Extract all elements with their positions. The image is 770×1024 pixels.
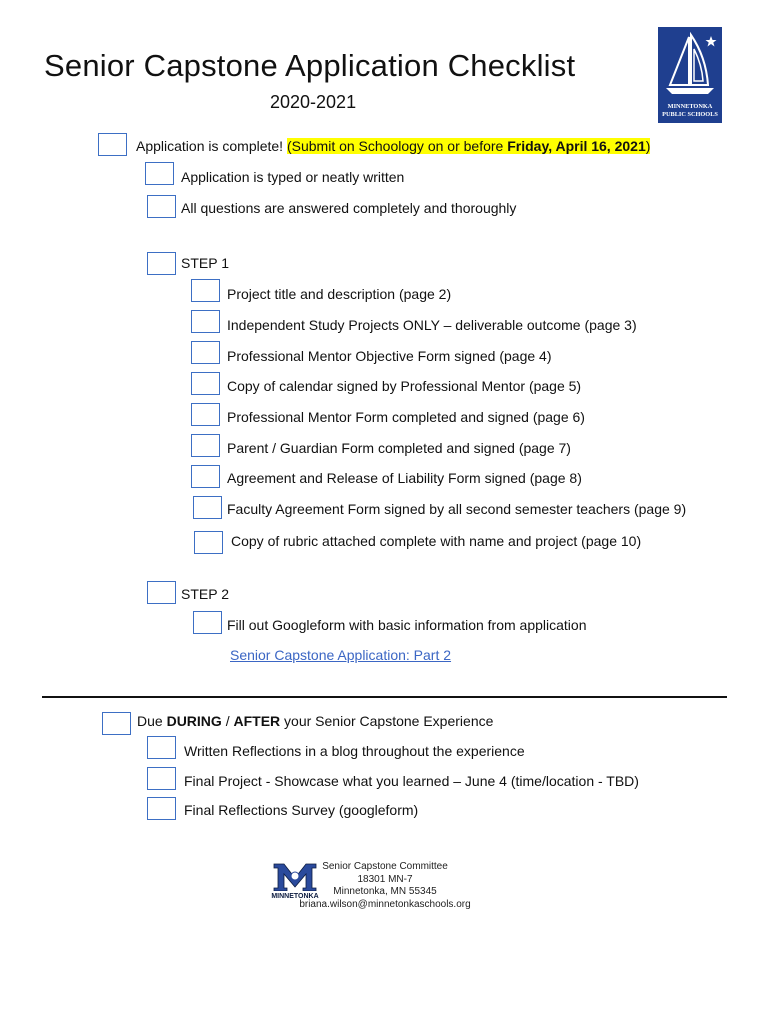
- list-item: Project title and description (page 2): [227, 286, 452, 302]
- checkbox-step2[interactable]: [147, 581, 176, 604]
- checkbox-step1-item[interactable]: [193, 496, 222, 519]
- application-part2-link[interactable]: Senior Capstone Application: Part 2: [230, 647, 452, 663]
- checkbox-step1-item[interactable]: [191, 341, 220, 364]
- section-divider: [42, 696, 727, 698]
- committee-name: Senior Capstone Committee: [322, 861, 448, 872]
- list-item: All questions are answered completely and thoroughly: [181, 200, 517, 216]
- contact-email[interactable]: briana.wilson@minnetonkaschools.org: [299, 898, 471, 910]
- checkbox-step1-item[interactable]: [191, 434, 220, 457]
- checkbox-typed[interactable]: [145, 162, 174, 185]
- list-item: Professional Mentor Form completed and signed (page 6): [227, 409, 585, 425]
- city-state-zip: Minnetonka, MN 55345: [333, 886, 437, 897]
- checkbox-step1-item[interactable]: [191, 372, 220, 395]
- checkbox-during-after[interactable]: [102, 712, 131, 735]
- list-item: Final Project - Showcase what you learned – June 4 (time/location - TBD): [184, 773, 639, 789]
- checkbox-during-item[interactable]: [147, 767, 176, 790]
- school-year: 2020-2021: [270, 92, 357, 112]
- sailboat-icon: [658, 27, 722, 99]
- during-after-heading: Due DURING / AFTER your Senior Capstone Experience: [137, 713, 494, 729]
- footer-address: [290, 861, 480, 911]
- list-item: Final Reflections Survey (googleform): [184, 802, 419, 818]
- logo-text: MINNETONKA PUBLIC SCHOOLS: [662, 103, 718, 118]
- step1-label: STEP 1: [181, 255, 229, 271]
- checkbox-during-item[interactable]: [147, 736, 176, 759]
- list-item: Copy of rubric attached complete with name and project (page 10): [231, 533, 642, 549]
- deadline-highlight: (Submit on Schoology on or before Friday, April 16, 2021): [286, 138, 651, 154]
- svg-text:MINNETONKA: MINNETONKA: [271, 893, 319, 900]
- street-address: 18301 MN-7: [357, 873, 413, 885]
- list-item: Written Reflections in a blog throughout the experience: [184, 743, 525, 759]
- step2-label: STEP 2: [181, 586, 229, 602]
- page-title: Senior Capstone Application Checklist: [44, 48, 576, 83]
- list-item: Parent / Guardian Form completed and signed (page 7): [227, 440, 571, 456]
- list-item: Application is typed or neatly written: [181, 169, 405, 185]
- list-item: Faculty Agreement Form signed by all second semester teachers (page 9): [227, 501, 687, 517]
- checkbox-step1-item[interactable]: [191, 279, 220, 302]
- checkbox-application-complete[interactable]: [98, 133, 127, 156]
- list-item: Professional Mentor Objective Form signed (page 4): [227, 348, 552, 364]
- application-complete-label: Application is complete! (Submit on Schoology on or before Friday, April 16, 2021): [136, 138, 651, 154]
- list-item: Independent Study Projects ONLY – deliverable outcome (page 3): [227, 317, 637, 333]
- checkbox-questions-answered[interactable]: [147, 195, 176, 218]
- checkbox-step2-item[interactable]: [193, 611, 222, 634]
- list-item: Fill out Googleform with basic information from application: [227, 617, 587, 633]
- checkbox-step1-item[interactable]: [191, 465, 220, 488]
- checkbox-step1[interactable]: [147, 252, 176, 275]
- checkbox-during-item[interactable]: [147, 797, 176, 820]
- checkbox-step1-item[interactable]: [191, 310, 220, 333]
- checkbox-step1-item[interactable]: [191, 403, 220, 426]
- list-item: Agreement and Release of Liability Form signed (page 8): [227, 470, 582, 486]
- list-item: Copy of calendar signed by Professional Mentor (page 5): [227, 378, 582, 394]
- district-logo: [658, 27, 722, 123]
- checkbox-step1-item[interactable]: [194, 531, 223, 554]
